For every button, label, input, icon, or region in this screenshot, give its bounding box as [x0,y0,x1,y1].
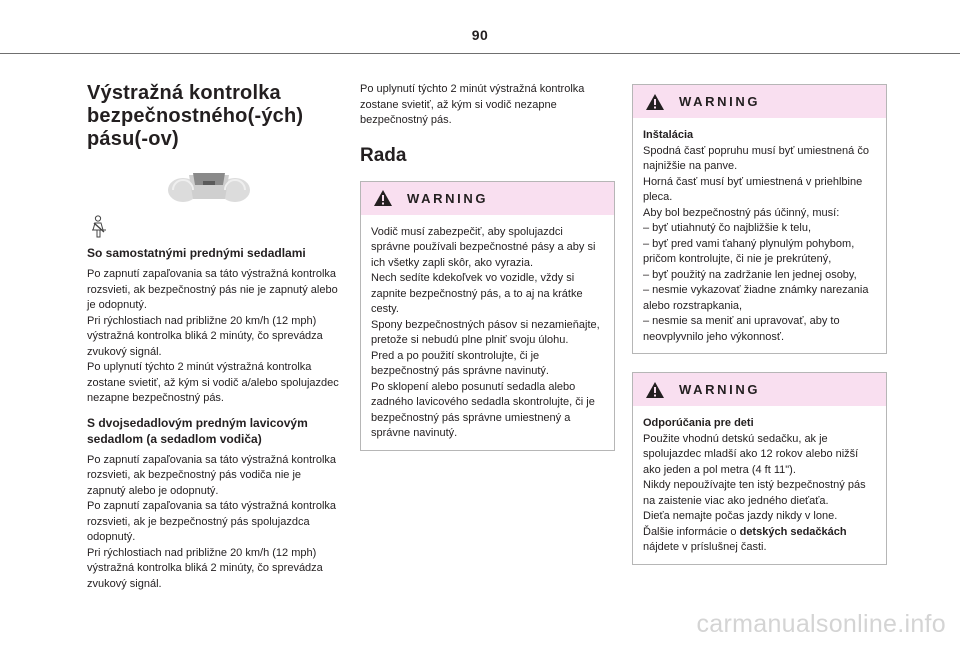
paragraph-separate-seats: Po zapnutí zapaľovania sa táto výstražná kontrolka rozsvieti, ak bezpečnostný pás nie je zapnutý alebo je odopnutý. Pri rýchlostiach nad približne 20 km/h (12 mph) výstražná kontrolka bliká 2 minúty, čo sprevádza zvukový signál. Po uplynutí týchto 2 minút výstražná kontrolka zostane svietiť, až kým si vodič a/alebo spolujazdec nezapne bezpečnostný pás. [87,268,339,404]
warning-heading: Odporúčania pre deti [643,417,754,429]
warning-header [361,182,614,215]
subheading-bench-seat: S dvojsedadlovým predným lavicovým sedadlom (a sedadlom vodiča) [87,415,308,446]
warning-box-children [632,372,887,565]
instrument-cluster-illustration [167,165,251,205]
title-line-2: bezpečnostného(-ých) [87,105,304,127]
warning-text [643,432,876,556]
title-line-3: pásu(-ov) [87,128,179,150]
warning-body [633,406,886,564]
warning-label: WARNING [679,94,761,109]
warning-text: Spodná časť popruhu musí byť umiestnená čo najnižšie na panve. Horná časť musí byť umiestnená v priehlbine pleca. Aby bol bezpečnostný pás účinný, musí: – byť utiahnutý čo najbližšie k telu, – byť pred vami ťahaný plynulým pohybom, pričom kontrolujte, či nie je prekrútený, – byť použitý na zadržanie len jednej osoby, – nesmie vykazovať žiadne známky narezania alebo rozstrapkania, – nesmie sa meniť ani upravovať, aby to neovplyvnilo jeho výkonnosť. [643,144,869,343]
section-title [87,82,342,151]
warning-body [361,215,614,450]
warning-triangle-icon [373,189,393,207]
warning-text: Vodič musí zabezpečiť, aby spolujazdci správne používali bezpečnostné pásy a aby si ich všetky zapli skôr, ako vyrazia. Nech sedíte kdekoľvek vo vozidle, vždy si zapnite bezpečnostný pás, a to aj na krátke cesty. Spony bezpečnostných pásov si nezamieňajte, pretože si nebudú plne plniť svoju úlohu. Pred a po použití skontrolujte, či je bezpečnostný pás správne navinutý. Po sklopení alebo posunutí sedadla alebo zadného lavicového sedadla skontrolujte, či je bezpečnostný pás správne umiestnený a správne navinutý. [371,225,600,439]
watermark: carmanualsonline.info [696,610,946,638]
column-right [632,84,887,565]
warning-body [633,118,886,353]
child-seats-link-text: detských sedačkách [739,525,847,538]
intro-paragraph: Po uplynutí týchto 2 minút výstražná kontrolka zostane svietiť, až kým si vodič nezapne bezpečnostný pás. [360,83,585,126]
warning-triangle-icon [645,381,665,399]
column-middle [360,82,615,451]
page-number: 90 [471,27,489,43]
warning-label: WARNING [407,190,489,206]
warning-header [633,85,886,118]
warning-text-part: nájdete v príslušnej časti. [643,541,767,553]
warning-label: WARNING [679,382,761,397]
warning-heading: Inštalácia [643,129,694,141]
warning-header [633,373,886,406]
paragraph-bench-seat: Po zapnutí zapaľovania sa táto výstražná kontrolka rozsvieti, ak bezpečnostný pás vodiča nie je zapnutý alebo je odopnutý. Po zapnutí zapaľovania sa táto výstražná kontrolka rozsvieti, ak je bezpečnostný pás spolujazdca odopnutý. Pri rýchlostiach nad približne 20 km/h (12 mph) výstražná kontrolka bliká 2 minúty, čo sprevádza zvukový signál. [87,453,337,590]
warning-box-installation [632,84,887,354]
column-left [87,82,342,598]
seatbelt-warning-icon [89,215,109,239]
warning-triangle-icon [645,93,665,111]
top-rule [0,53,960,54]
warning-box-advice [360,181,615,451]
advice-heading: Rada [360,144,407,166]
warning-text-part: Použite vhodnú detskú sedačku, ak je spolujazdec mladší ako 12 rokov alebo nižší ako jeden a pol metra (4 ft 11"). Nikdy nepoužívajte ten istý bezpečnostný pás na zaistenie viac ako jedného dieťaťa. Dieťa nemajte počas jazdy nikdy v lone. Ďalšie informácie o [643,432,866,538]
title-line-1: Výstražná kontrolka [87,82,281,104]
subheading-separate-seats: So samostatnými prednými sedadlami [87,246,306,260]
